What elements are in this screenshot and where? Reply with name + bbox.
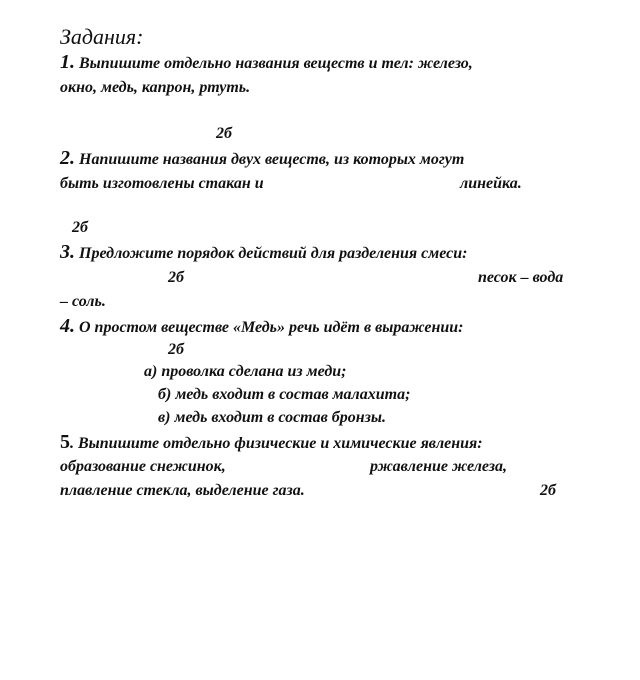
task-3-points: 2б bbox=[168, 269, 184, 286]
task-1-line-2: окно, медь, капрон, ртуть. bbox=[60, 79, 251, 96]
task-5-line-1 bbox=[60, 432, 483, 454]
task-4-option-a: а) проволка сделана из меди; bbox=[144, 363, 347, 380]
task-1-line-1 bbox=[60, 52, 473, 74]
task-3-number: 3. bbox=[60, 241, 75, 263]
task-4-points: 2б bbox=[168, 341, 184, 358]
task-2-line-1 bbox=[60, 148, 464, 170]
worksheet-title: Задания: bbox=[60, 24, 144, 49]
task-3-line-3: – соль. bbox=[60, 293, 106, 310]
task-1-points: 2б bbox=[216, 125, 232, 142]
task-2-points: 2б bbox=[72, 219, 88, 236]
task-2-line-2b: линейка. bbox=[460, 175, 522, 192]
task-4-line-1 bbox=[60, 316, 463, 338]
task-3-line-1 bbox=[60, 242, 467, 264]
task-4-option-c: в) медь входит в состав бронзы. bbox=[158, 409, 386, 426]
task-4-text: О простом веществе «Медь» речь идёт в выражении: bbox=[79, 319, 464, 336]
task-3-line-2b: песок – вода bbox=[478, 269, 564, 286]
task-3-text: Предложите порядок действий для разделения смеси: bbox=[79, 245, 468, 262]
task-5-line-2b: ржавление железа, bbox=[370, 458, 508, 475]
task-4-option-b: б) медь входит в состав малахита; bbox=[158, 386, 411, 403]
task-5-line-3: плавление стекла, выделение газа. bbox=[60, 482, 305, 499]
task-5-number: 5 bbox=[60, 431, 70, 453]
task-1-number: 1. bbox=[60, 51, 75, 73]
task-2-number: 2. bbox=[60, 147, 75, 169]
task-1-text: Выпишите отдельно названия веществ и тел: железо, bbox=[79, 55, 473, 72]
task-2-text: Напишите названия двух веществ, из которых могут bbox=[79, 151, 465, 168]
task-5-text: . Выпишите отдельно физические и химические явления: bbox=[70, 435, 483, 452]
task-4-number: 4. bbox=[60, 315, 75, 337]
task-5-points: 2б bbox=[540, 482, 556, 499]
task-2-line-2a: быть изготовлены стакан и bbox=[60, 175, 264, 192]
task-5-line-2a: образование снежинок, bbox=[60, 458, 226, 475]
